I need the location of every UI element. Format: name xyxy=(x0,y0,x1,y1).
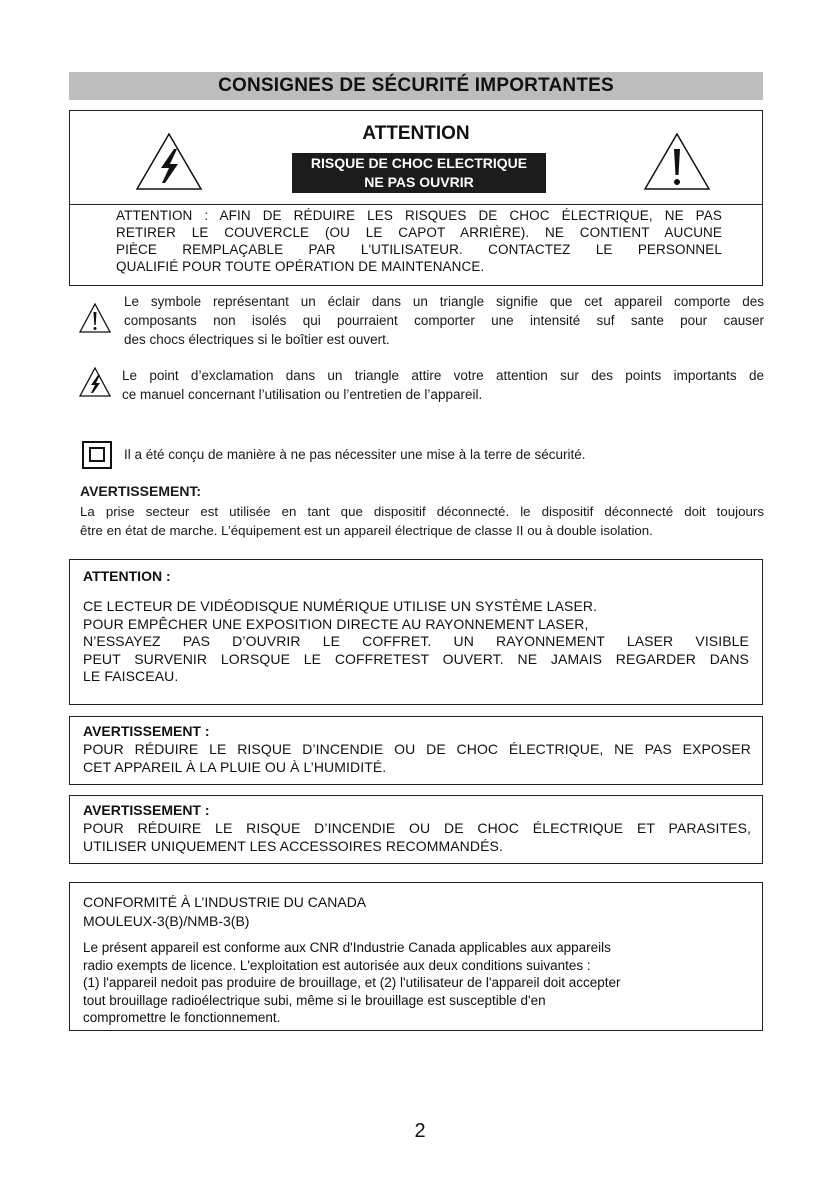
shock-label-line1: RISQUE DE CHOC ELECTRIQUE xyxy=(310,155,528,171)
interference-warning-box xyxy=(69,795,763,864)
laser-warning-line: CE LECTEUR DE VIDÉODISQUE NUMÉRIQUE UTILISE UN SYSTÈME LASER. xyxy=(83,598,598,614)
symbol-text-line: composants non isolés qui pourraient comporter une intensité suf sante pour causer xyxy=(124,313,764,328)
canada-compliance-line: Le présent appareil est conforme aux CNR d'Industrie Canada applicables aux appareils xyxy=(83,940,611,955)
canada-compliance-line: tout brouillage radioélectrique subi, même si le brouillage est susceptible d'en xyxy=(83,992,546,1008)
interference-warning-text xyxy=(83,820,751,855)
laser-warning-text xyxy=(83,598,749,686)
canada-compliance-line: radio exempts de licence. L'exploitation est autorisée aux deux conditions suivantes : xyxy=(83,957,591,973)
symbol-text-line: Le point d’exclamation dans un triangle attire votre attention sur des points importants de xyxy=(122,368,764,383)
shock-label-line2: NE PAS OUVRIR xyxy=(364,174,474,190)
canada-compliance-text xyxy=(83,939,753,1027)
caution-box-top xyxy=(70,111,762,205)
canada-compliance-header xyxy=(83,893,366,931)
double-insulation-icon xyxy=(82,441,112,469)
disconnect-warning-title: AVERTISSEMENT: xyxy=(80,483,202,499)
caution-text xyxy=(116,207,722,275)
disconnect-warning-body xyxy=(80,502,764,540)
disconnect-warning-line: La prise secteur est utilisée en tant que dispositif déconnecté. le dispositif déconnecté doit toujours xyxy=(80,504,764,519)
caution-title: ATTENTION xyxy=(362,123,470,144)
disconnect-warning-line: être en état de marche. L’équipement est un appareil électrique de classe II ou à double isolation. xyxy=(80,523,653,538)
exclamation-triangle-icon xyxy=(642,131,712,193)
page-number: 2 xyxy=(414,1120,426,1142)
canada-compliance-line: (1) l'appareil nedoit pas produire de brouillage, et (2) l'utilisateur de l'appareil doit accepter xyxy=(83,975,621,990)
interference-warning-line: POUR RÉDUIRE LE RISQUE D’INCENDIE OU DE CHOC ÉLECTRIQUE ET PARASITES, xyxy=(83,820,751,836)
caution-line: PIÈCE REMPLAÇABLE PAR L'UTILISATEUR. CONTACTEZ LE PERSONNEL xyxy=(116,242,722,257)
symbol-explanation-class2 xyxy=(78,441,764,471)
section-title: CONSIGNES DE SÉCURITÉ IMPORTANTES xyxy=(218,75,614,96)
laser-warning-line: LE FAISCEAU. xyxy=(83,668,179,684)
shock-warning-label xyxy=(292,153,546,193)
symbol-explanation-exclamation xyxy=(78,292,764,352)
interference-warning-line: UTILISER UNIQUEMENT LES ACCESSOIRES RECOMMANDÉS. xyxy=(83,837,503,854)
caution-box xyxy=(69,110,763,286)
symbol-text-line: ce manuel concernant l’utilisation ou l’entretien de l’appareil. xyxy=(122,387,483,402)
canada-compliance-line: compromettre le fonctionnement. xyxy=(83,1010,281,1025)
symbol-explanation-lightning xyxy=(78,366,764,408)
caution-line: QUALIFIÉ POUR TOUTE OPÉRATION DE MAINTENANCE. xyxy=(116,259,485,274)
fire-warning-text xyxy=(83,741,751,776)
symbol-text xyxy=(122,366,764,404)
symbol-text-line: des chocs électriques si le boîtier est ouvert. xyxy=(124,332,390,347)
laser-warning-line: PEUT SURVENIR LORSQUE LE COFFRETEST OUVERT. NE JAMAIS REGARDER DANS xyxy=(83,650,749,667)
exclamation-triangle-icon xyxy=(78,302,112,334)
symbol-text: Il a été conçu de manière à ne pas nécessiter une mise à la terre de sécurité. xyxy=(124,447,586,462)
canada-compliance-box xyxy=(69,882,763,1031)
section-header xyxy=(69,72,763,100)
caution-line: ATTENTION : AFIN DE RÉDUIRE LES RISQUES DE CHOC ÉLECTRIQUE, NE PAS xyxy=(116,208,722,223)
laser-warning-line: POUR EMPÊCHER UNE EXPOSITION DIRECTE AU RAYONNEMENT LASER, xyxy=(83,615,589,632)
canada-compliance-title: CONFORMITÉ À L’INDUSTRIE DU CANADA xyxy=(83,894,367,910)
lightning-triangle-icon xyxy=(78,366,112,398)
laser-warning-line: N’ESSAYEZ PAS D’OUVRIR LE COFFRET. UN RAYONNEMENT LASER VISIBLE xyxy=(83,633,749,649)
disconnect-warning xyxy=(80,482,764,501)
fire-warning-line: POUR RÉDUIRE LE RISQUE D’INCENDIE OU DE CHOC ÉLECTRIQUE, NE PAS EXPOSER xyxy=(83,741,751,757)
symbol-text-line: Le symbole représentant un éclair dans un triangle signifie que cet appareil comporte des xyxy=(124,294,764,309)
fire-warning-line: CET APPAREIL À LA PLUIE OU À L’HUMIDITÉ. xyxy=(83,758,387,775)
interference-warning-title: AVERTISSEMENT : xyxy=(83,802,210,818)
laser-warning-box xyxy=(69,559,763,705)
symbol-text xyxy=(124,292,764,349)
laser-warning-title: ATTENTION : xyxy=(83,568,171,584)
canada-compliance-code: MOULEUX-3(B)/NMB-3(B) xyxy=(83,913,250,929)
caution-line: RETIRER LE COUVERCLE (OU LE CAPOT ARRIÈRE). NE CONTIENT AUCUNE xyxy=(116,225,722,240)
fire-warning-title: AVERTISSEMENT : xyxy=(83,723,210,739)
fire-warning-box xyxy=(69,716,763,785)
